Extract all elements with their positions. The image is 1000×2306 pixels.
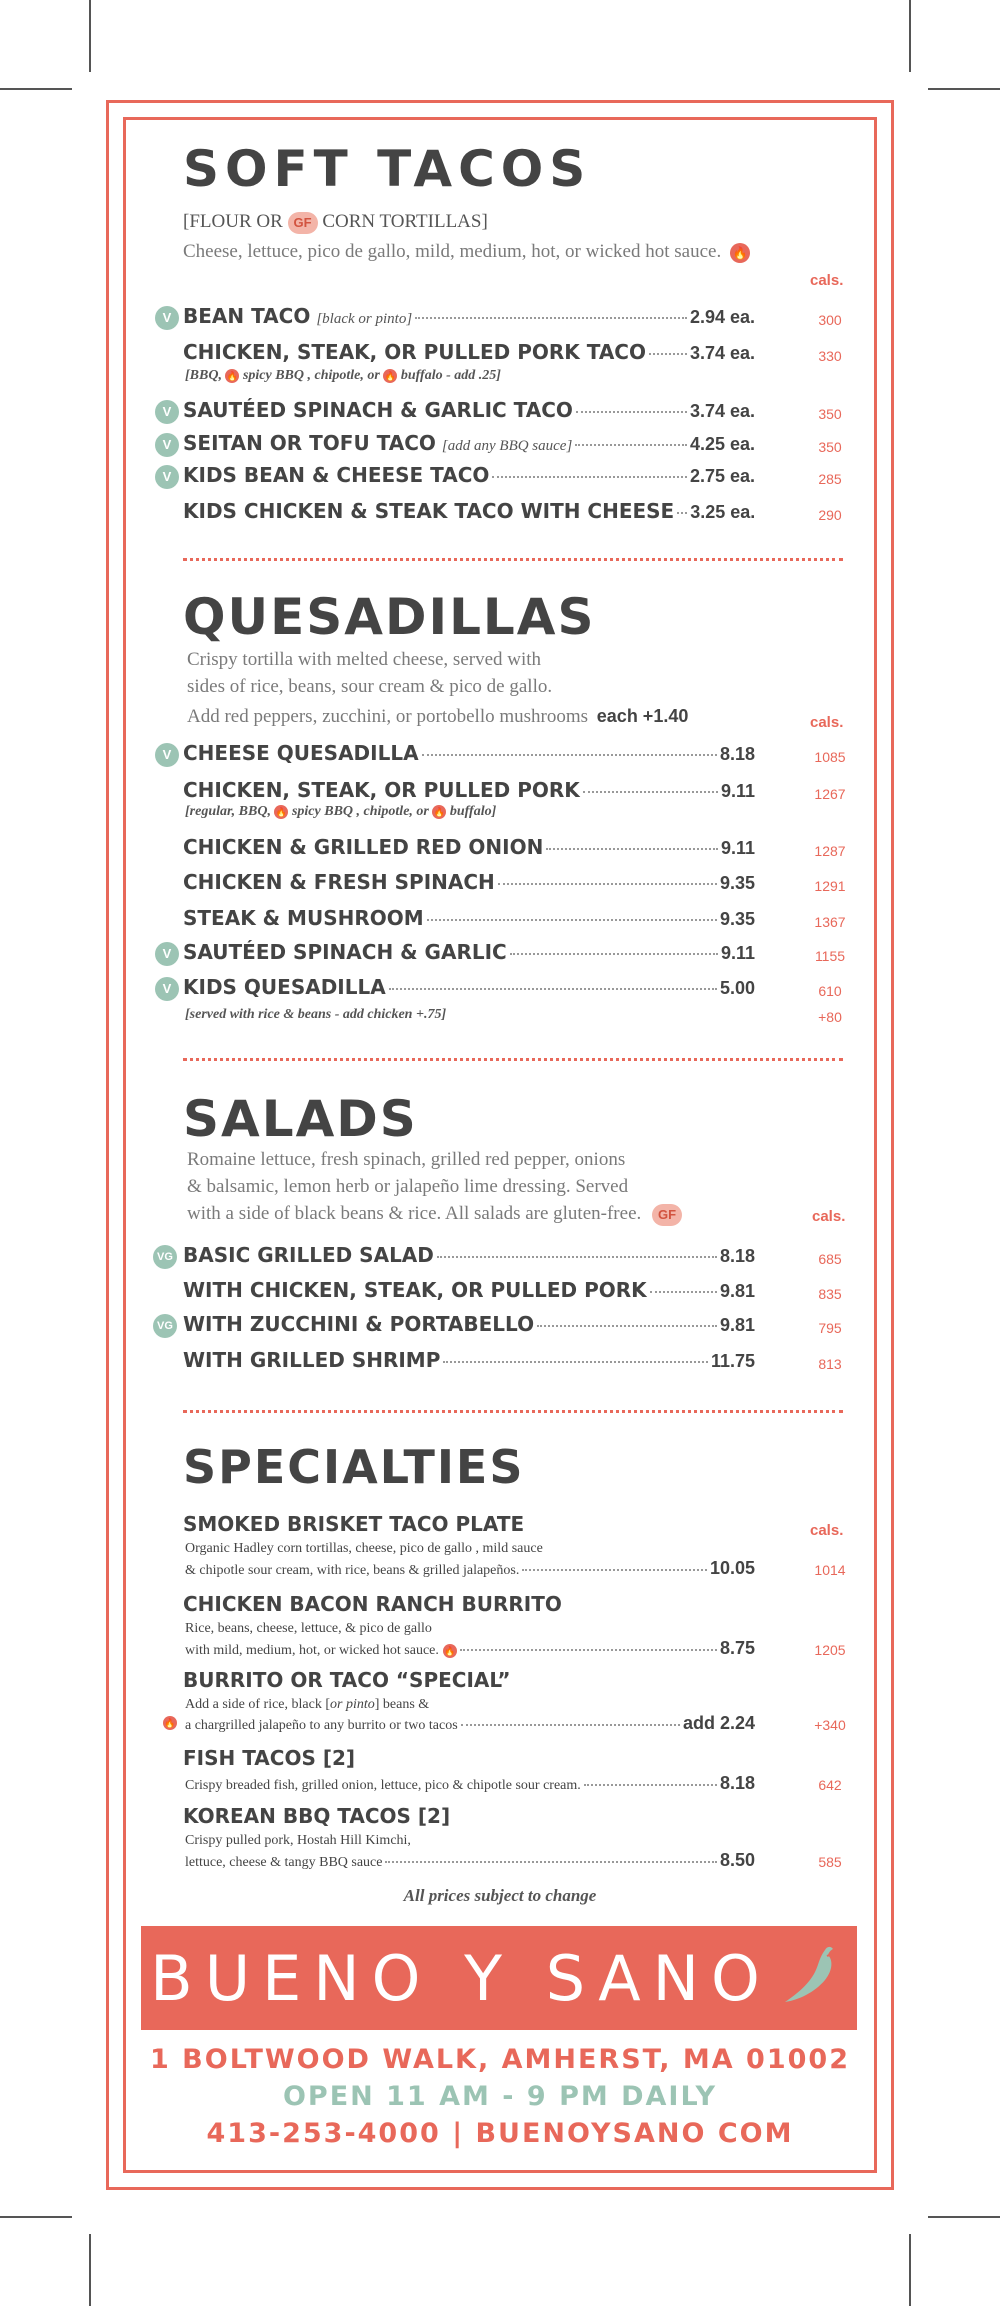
desc-part: ] beans & <box>374 1697 430 1712</box>
leader-dots <box>492 476 687 478</box>
item-name: KOREAN BBQ TACOS [2] <box>183 1804 451 1828</box>
item-price: 10.05 <box>709 1558 755 1578</box>
item-price: 9.81 <box>719 1315 755 1335</box>
menu-item <box>183 1243 755 1267</box>
item-price: 9.11 <box>720 943 755 963</box>
leader-dots <box>460 1649 717 1651</box>
quesadillas-cals-label: cals. <box>810 714 844 731</box>
item-price: add 2.24 <box>682 1713 755 1733</box>
item-price: 9.35 <box>719 909 755 929</box>
item-calories: 300 <box>818 312 842 328</box>
crop-mark <box>89 2234 91 2306</box>
quesadillas-desc-line: sides of rice, beans, sour cream & pico de gallo. <box>187 676 553 697</box>
menu-item <box>183 906 755 930</box>
item-price: 3.74 ea. <box>689 401 755 421</box>
vegan-badge: VG <box>153 1245 177 1269</box>
item-name: WITH ZUCCHINI & PORTABELLO <box>183 1312 535 1336</box>
menu-item <box>183 835 755 859</box>
item-calories: 1155 <box>814 948 846 964</box>
item-calories: 610 <box>818 983 842 999</box>
leader-dots <box>443 1361 708 1363</box>
item-name: WITH CHICKEN, STEAK, OR PULLED PORK <box>183 1278 647 1302</box>
item-price: 3.25 ea. <box>690 502 756 522</box>
item-name: FISH TACOS [2] <box>183 1746 356 1770</box>
vegetarian-badge: V <box>155 977 179 1001</box>
leader-dots <box>510 953 718 955</box>
flame-icon: 🔥 <box>384 370 396 381</box>
item-name: CHICKEN BACON RANCH BURRITO <box>183 1592 562 1616</box>
crop-mark <box>928 2216 1000 2218</box>
leader-dots <box>389 988 717 990</box>
specialties-title: SPECIALTIES <box>183 1440 525 1494</box>
item-price: 9.35 <box>719 873 755 893</box>
note-part: spicy BBQ , chipotle, or <box>242 368 380 383</box>
soft-tacos-desc-text: Cheese, lettuce, pico de gallo, mild, medium, hot, or wicked hot sauce. <box>183 241 722 262</box>
item-name: BASIC GRILLED SALAD <box>183 1243 434 1267</box>
item-calories: 1205 <box>814 1642 846 1658</box>
chili-pepper-icon <box>781 1944 841 2008</box>
specialty-desc <box>185 1695 725 1714</box>
item-name: SEITAN OR TOFU TACO <box>183 431 436 455</box>
salads-desc-text: with a side of black beans & rice. All salads are gluten-free. <box>187 1203 642 1224</box>
item-name: BEAN TACO <box>183 304 311 328</box>
menu-item <box>183 1348 755 1372</box>
note-part: spicy BBQ , chipotle, or <box>291 804 429 819</box>
flame-icon: 🔥 <box>444 1646 456 1656</box>
quesadillas-title: QUESADILLAS <box>183 588 596 646</box>
sauce-options-note <box>185 368 501 384</box>
menu-item <box>183 741 755 765</box>
crop-mark <box>928 88 1000 90</box>
leader-dots <box>584 1784 717 1786</box>
specialty-desc: a chargrilled jalapeño to any burrito or two tacos <box>185 1718 458 1733</box>
crop-mark <box>0 88 72 90</box>
section-divider <box>183 1410 843 1413</box>
vegetarian-badge: V <box>155 400 179 424</box>
menu-item <box>183 431 755 455</box>
specialty-price-row <box>185 1850 755 1871</box>
item-name: CHICKEN, STEAK, OR PULLED PORK TACO <box>183 340 646 364</box>
item-price: 2.94 ea. <box>689 307 755 327</box>
specialty-name <box>183 1746 755 1770</box>
subtitle-post: CORN TORTILLAS] <box>322 211 488 232</box>
specialty-desc: Crispy pulled pork, Hostah Hill Kimchi, <box>185 1833 411 1848</box>
footer-address: 1 BOLTWOOD WALK, AMHERST, MA 01002 <box>150 2044 850 2075</box>
item-calories: 1367 <box>814 914 846 930</box>
leader-dots <box>650 1291 717 1293</box>
item-price: 8.75 <box>719 1638 755 1658</box>
leader-dots <box>677 512 687 514</box>
item-calories: 642 <box>818 1777 842 1793</box>
item-price: 2.75 ea. <box>689 466 755 486</box>
menu-item <box>183 463 755 487</box>
crop-mark <box>909 0 911 72</box>
menu-item <box>183 1278 755 1302</box>
crop-mark <box>909 2234 911 2306</box>
gluten-free-badge: GF <box>652 1204 682 1226</box>
item-calories: 330 <box>818 348 842 364</box>
item-name: CHEESE QUESADILLA <box>183 741 419 765</box>
item-calories: 290 <box>818 507 842 523</box>
item-calories: 795 <box>818 1320 842 1336</box>
footer-contact: 413-253-4000 | BUENOYSANO COM <box>206 2118 794 2149</box>
quesadillas-desc-line: Crispy tortilla with melted cheese, served with <box>187 649 542 670</box>
item-note: [add any BBQ sauce] <box>441 438 573 454</box>
vegetarian-badge: V <box>155 433 179 457</box>
subtitle-pre: [FLOUR OR <box>183 211 283 232</box>
vegan-badge: VG <box>153 1314 177 1338</box>
specialty-name <box>183 1804 755 1828</box>
item-name: SMOKED BRISKET TACO PLATE <box>183 1512 525 1536</box>
salads-cals-label: cals. <box>812 1208 846 1225</box>
flame-icon: 🔥 <box>275 806 288 817</box>
item-price: 3.74 ea. <box>689 343 755 363</box>
leader-dots <box>583 791 718 793</box>
flame-icon: 🔥 <box>226 370 239 381</box>
specialty-desc: Crispy breaded fish, grilled onion, lettuce, pico & chipotle sour cream. <box>185 1778 581 1793</box>
vegetarian-badge: V <box>155 942 179 966</box>
salads-title: SALADS <box>183 1090 418 1148</box>
gluten-free-badge: GF <box>288 212 318 234</box>
menu-item <box>183 870 755 894</box>
leader-dots <box>415 317 687 319</box>
item-calories: 350 <box>818 406 842 422</box>
item-price: 4.25 ea. <box>689 434 755 454</box>
section-divider <box>183 558 843 561</box>
item-price: 9.11 <box>720 781 755 801</box>
flame-icon: 🔥 <box>164 1718 176 1728</box>
leader-dots <box>546 848 718 850</box>
addon-price: each +1.40 <box>596 706 689 726</box>
soft-tacos-cals-label: cals. <box>810 272 844 289</box>
item-name: KIDS CHICKEN & STEAK TACO WITH CHEESE <box>183 499 675 523</box>
item-name: BURRITO OR TACO “SPECIAL” <box>183 1668 511 1692</box>
menu-item <box>183 499 755 523</box>
menu-item <box>183 778 755 802</box>
item-calories: 1014 <box>814 1562 846 1578</box>
item-calories: +340 <box>814 1717 846 1733</box>
item-calories: 813 <box>818 1356 842 1372</box>
footer-hours: OPEN 11 AM - 9 PM DAILY <box>282 2081 718 2112</box>
leader-dots <box>576 411 687 413</box>
specialty-name <box>183 1512 755 1536</box>
item-price: 8.18 <box>719 1773 755 1793</box>
item-calories: 835 <box>818 1286 842 1302</box>
crop-mark <box>0 2216 72 2218</box>
specialty-desc: lettuce, cheese & tangy BBQ sauce <box>185 1855 383 1870</box>
item-calories: 1291 <box>814 878 846 894</box>
specialty-desc: Rice, beans, cheese, lettuce, & pico de gallo <box>185 1621 432 1636</box>
note-part: [regular, BBQ, <box>185 804 271 819</box>
specialty-price-row <box>185 1558 755 1579</box>
crop-mark <box>89 0 91 72</box>
item-calories: 1085 <box>814 749 846 765</box>
menu-item <box>183 940 755 964</box>
vegetarian-badge: V <box>155 306 179 330</box>
prices-subject-note: All prices subject to change <box>403 1886 597 1905</box>
item-name: WITH GRILLED SHRIMP <box>183 1348 441 1372</box>
item-name: CHICKEN, STEAK, OR PULLED PORK <box>183 778 580 802</box>
item-name: KIDS BEAN & CHEESE TACO <box>183 463 490 487</box>
leader-dots <box>427 919 717 921</box>
leader-dots <box>437 1256 717 1258</box>
leader-dots <box>461 1724 680 1726</box>
quesadillas-addon <box>187 702 688 731</box>
leader-dots <box>649 353 687 355</box>
item-calories: 1267 <box>814 786 846 802</box>
item-price: 9.11 <box>720 838 755 858</box>
desc-part: or pinto <box>330 1697 375 1712</box>
note-part: buffalo - add .25] <box>400 368 501 383</box>
menu-item <box>183 975 755 999</box>
item-name: STEAK & MUSHROOM <box>183 906 424 930</box>
menu-item <box>183 304 755 328</box>
item-calories: 1287 <box>814 843 846 859</box>
specialty-name <box>183 1592 755 1616</box>
specialty-desc: & chipotle sour cream, with rice, beans & grilled jalapeños. <box>185 1563 520 1578</box>
specialty-desc: Organic Hadley corn tortillas, cheese, pico de gallo , mild sauce <box>185 1541 543 1556</box>
menu-item <box>183 398 755 422</box>
specialty-desc: with mild, medium, hot, or wicked hot sauce. <box>185 1643 439 1658</box>
note-part: buffalo] <box>449 804 497 819</box>
kids-note-calories: +80 <box>818 1009 842 1025</box>
leader-dots <box>422 754 717 756</box>
specialties-cals-label: cals. <box>810 1522 844 1539</box>
leader-dots <box>385 1861 716 1863</box>
note-part: [BBQ, <box>185 368 222 383</box>
leader-dots <box>537 1325 717 1327</box>
item-price: 5.00 <box>719 978 755 998</box>
menu-item <box>183 340 755 364</box>
leader-dots <box>498 883 717 885</box>
item-name: CHICKEN & GRILLED RED ONION <box>183 835 544 859</box>
item-name: CHICKEN & FRESH SPINACH <box>183 870 495 894</box>
salads-desc-line-3 <box>187 1200 682 1228</box>
section-divider <box>183 1058 843 1061</box>
salads-desc-line: Romaine lettuce, fresh spinach, grilled red pepper, onions <box>187 1149 626 1170</box>
menu-item <box>183 1312 755 1336</box>
kids-quesadilla-note: [served with rice & beans - add chicken +.75] <box>185 1007 447 1022</box>
specialty-price-row <box>185 1773 755 1794</box>
soft-tacos-description <box>183 238 750 266</box>
specialty-price-row <box>185 1713 755 1734</box>
item-note: [black or pinto] <box>316 311 413 327</box>
flame-icon: 🔥 <box>433 806 445 817</box>
item-calories: 585 <box>818 1854 842 1870</box>
specialty-name <box>183 1668 755 1692</box>
item-name: KIDS QUESADILLA <box>183 975 386 999</box>
brand-name: BUENO Y SANO <box>150 1942 772 2015</box>
item-price: 8.18 <box>719 1246 755 1266</box>
flame-icon: 🔥 <box>730 243 750 263</box>
item-name: SAUTÉED SPINACH & GARLIC TACO <box>183 398 573 422</box>
soft-tacos-title: SOFT TACOS <box>183 140 592 198</box>
leader-dots <box>575 444 687 446</box>
item-price: 8.50 <box>719 1850 755 1870</box>
vegetarian-badge: V <box>155 465 179 489</box>
item-name: SAUTÉED SPINACH & GARLIC <box>183 940 507 964</box>
desc-part: Add a side of rice, black [ <box>185 1697 330 1712</box>
item-calories: 350 <box>818 439 842 455</box>
addon-text: Add red peppers, zucchini, or portobello mushrooms <box>187 706 589 727</box>
soft-tacos-subtitle <box>183 208 488 236</box>
sauce-options-note <box>185 804 496 820</box>
leader-dots <box>522 1569 707 1571</box>
item-calories: 285 <box>818 471 842 487</box>
item-calories: 685 <box>818 1251 842 1267</box>
vegetarian-badge: V <box>155 743 179 767</box>
salads-desc-line: & balsamic, lemon herb or jalapeño lime dressing. Served <box>187 1176 629 1197</box>
specialty-price-row <box>185 1638 755 1659</box>
item-price: 8.18 <box>719 744 755 764</box>
item-price: 11.75 <box>710 1351 755 1371</box>
item-price: 9.81 <box>719 1281 755 1301</box>
brand-banner <box>141 1926 857 2030</box>
